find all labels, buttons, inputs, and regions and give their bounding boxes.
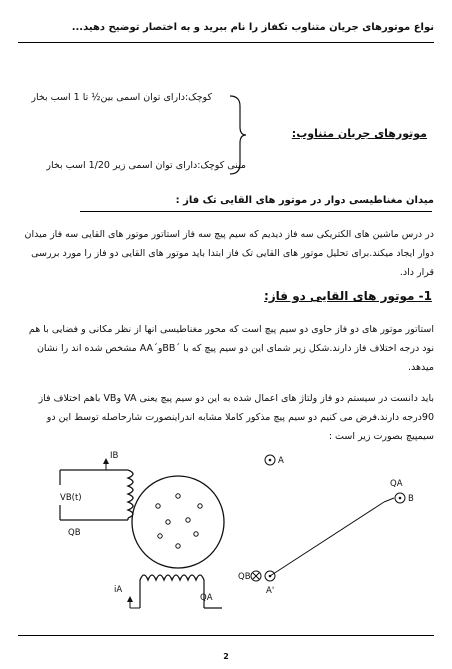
page-heading: نواع موتورهای جریان متناوب تکفاز را نام ببرید و به اختصار توضیح دهید... [71,22,434,33]
label-a-prime: A' [266,586,275,596]
label-qb-right: QB [238,572,251,582]
paragraph-stator: استاتور موتور های دو فاز حاوی دو سیم پیچ است که محور مغناطیسی انها از نظر مکانی و فضایی با هم نود درجه اختلاف فاز دارند.شکل زیر شمای این دو سیم پیچ که با ´BBو´AA مشخص شده اند را نشان میدهد. [28,324,434,373]
paragraph-voltage: باید دانست در سیستم دو فاز ولتاژ های اعمال شده به این دو سیم پیچ یعنی VA وVB باهم اختلاف فاز 90درجه دارند.فرض می کنیم دو سیم پیچ مذکور کاملا مشابه اندراینصورت شارحاصله توسط این دو سیمپیچ بصورت زیر است : [38,393,434,442]
section-two-phase-title: 1- موتور های القایی دو فاز: [263,289,432,303]
two-phase-winding-figure [0,440,452,630]
page-number: 2 [223,652,229,661]
footer-rule [18,635,434,636]
coil-b [60,458,133,520]
rotor-disk [132,476,224,568]
label-qa: QA [200,593,213,603]
label-vbt: VB(t) [60,493,82,503]
label-qa-right: QA [390,479,403,489]
label-ib: IB [110,451,119,461]
mini-motor-line: مینی کوچک:دارای توان اسمی زیر 1/20 اسب بخار [46,160,246,171]
section-rotating-field-title: میدان مغناطیسی دوار در موتور های القایی تک فاز : [175,195,434,206]
label-qb: QB [68,528,81,538]
label-b: B [408,494,414,504]
heading-underline [18,42,434,43]
label-ia: iA [114,585,123,595]
paragraph-three-phase: در درس ماشین های الکتریکی سه فاز دیدیم که سیم پیچ سه فاز استاتور موتور های القایی سه فاز میدان دوار ایجاد میکند.برای تحلیل موتور های القایی تک فاز ابتدا باید موتور های القایی دو فاز را مورد بررسی قرار داد. [24,229,434,278]
label-a: A [278,456,284,466]
small-motor-line: کوچک:دارای توان اسمی بین½ تا 1 اسب بخار [31,92,212,103]
section-underline [80,211,432,212]
phasor-diagram [251,455,405,581]
motors-title: موتورهای جریان متناوب: [291,127,427,140]
coil-a [127,575,222,608]
